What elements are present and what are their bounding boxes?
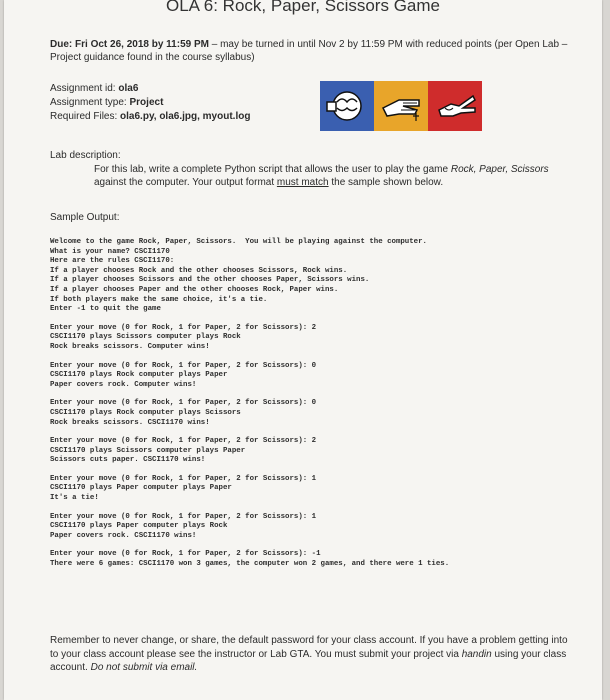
due-details: – may be turned in until Nov 2 by 11:59 PM with reduced points (per Open Lab – Project guidance found in the course syllabus) xyxy=(50,39,568,63)
assignment-type-value: Project xyxy=(129,97,164,108)
assignment-id-value: ola6 xyxy=(118,83,139,94)
due-date-notice xyxy=(50,38,570,64)
console-gap xyxy=(50,353,580,362)
lab-text-part-2: against the computer. Your output format xyxy=(94,177,277,188)
footer-text-part-1: Remember to never change, or share, the default password for your class account. If you have a problem getting into to your class account please see the instructor or Lab GTA. You must submit your project via xyxy=(50,635,568,660)
console-line: Enter -1 to quit the game xyxy=(50,305,161,314)
console-line: CSCI1170 plays Rock computer plays Paper xyxy=(50,371,228,380)
console-line: It's a tie! xyxy=(50,494,99,503)
console-line: If both players make the same choice, it's a tie. xyxy=(50,295,268,304)
rock-paper-scissors-illustration xyxy=(320,81,482,131)
console-line: If a player chooses Paper and the other chooses Rock, Paper wins. xyxy=(50,285,339,294)
lab-description-heading: Lab description: xyxy=(50,150,121,161)
rock-hand-icon xyxy=(325,86,369,126)
footer-note xyxy=(50,634,570,675)
console-line: CSCI1170 plays Scissors computer plays Paper xyxy=(50,446,246,455)
scissors-hand-panel xyxy=(428,81,482,131)
assignment-id-row xyxy=(50,82,300,96)
document-page xyxy=(4,0,602,700)
paper-hand-panel xyxy=(374,81,428,131)
assignment-info xyxy=(50,82,300,124)
console-line: Here are the rules CSCI1170: xyxy=(50,257,175,266)
console-gap xyxy=(50,428,580,437)
console-gap xyxy=(50,504,580,513)
assignment-id-label: Assignment id: xyxy=(50,83,116,94)
console-line: Welcome to the game Rock, Paper, Scissors. You will be playing against the computer. xyxy=(50,238,427,246)
console-line: Scissors cuts paper. CSCI1170 wins! xyxy=(50,456,206,465)
required-files-row xyxy=(50,110,300,124)
sample-output-console xyxy=(50,238,580,570)
console-line: Rock breaks scissors. Computer wins! xyxy=(50,342,210,351)
page-title: OLA 6: Rock, Paper, Scissors Game xyxy=(165,0,440,15)
console-gap xyxy=(50,390,580,399)
due-label: Due: xyxy=(50,39,73,50)
console-gap xyxy=(50,315,580,324)
must-match-emphasis: must match xyxy=(276,177,329,188)
assignment-type-row xyxy=(50,96,300,110)
required-files-value: ola6.py, ola6.jpg, myout.log xyxy=(120,111,251,122)
console-line: If a player chooses Scissors and the other chooses Paper, Scissors wins. xyxy=(50,276,370,285)
console-line: Enter your move (0 for Rock, 1 for Paper, 2 for Scissors): 1 xyxy=(50,512,317,521)
console-line: Enter your move (0 for Rock, 1 for Paper, 2 for Scissors): 1 xyxy=(50,474,317,483)
console-line: Enter your move (0 for Rock, 1 for Paper, 2 for Scissors): 0 xyxy=(50,399,317,408)
console-line: CSCI1170 plays Rock computer plays Scissors xyxy=(50,408,241,417)
scissors-hand-icon xyxy=(433,86,477,126)
lab-text-part-3: the sample shown below. xyxy=(328,177,444,188)
console-line: Paper covers rock. CSCI1170 wins! xyxy=(50,531,197,540)
console-line: Enter your move (0 for Rock, 1 for Paper, 2 for Scissors): 0 xyxy=(50,361,317,370)
email-warning: Do not submit via email. xyxy=(90,662,198,673)
console-line: There were 6 games: CSCI1170 won 3 games, the computer won 2 games, and there were 1 ties. xyxy=(50,560,450,569)
console-line: CSCI1170 plays Paper computer plays Paper xyxy=(50,484,232,493)
console-line: CSCI1170 plays Paper computer plays Rock xyxy=(50,522,228,531)
footer-text-part-2: using your class account. xyxy=(50,648,567,673)
handin-tool: handin xyxy=(461,648,492,660)
console-line: If a player chooses Rock and the other chooses Scissors, Rock wins. xyxy=(50,266,348,275)
console-gap xyxy=(50,541,580,550)
rock-hand-panel xyxy=(320,81,374,131)
console-line: CSCI1170 plays Scissors computer plays Rock xyxy=(50,333,241,342)
game-name: Rock, Paper, Scissors xyxy=(450,164,549,175)
lab-description-text xyxy=(94,163,564,189)
console-line: Rock breaks scissors. CSCI1170 wins! xyxy=(50,418,210,427)
lab-text-part-1: For this lab, write a complete Python script that allows the user to play the game xyxy=(94,164,451,175)
console-line: Enter your move (0 for Rock, 1 for Paper, 2 for Scissors): -1 xyxy=(50,550,321,559)
required-files-label: Required Files: xyxy=(50,111,118,122)
assignment-type-label: Assignment type: xyxy=(50,97,127,108)
sample-output-heading: Sample Output: xyxy=(50,212,120,223)
due-date: Fri Oct 26, 2018 by 11:59 PM xyxy=(75,39,209,50)
console-line: Enter your move (0 for Rock, 1 for Paper, 2 for Scissors): 2 xyxy=(50,323,317,332)
console-line: What is your name? CSCI1170 xyxy=(50,247,170,256)
console-gap xyxy=(50,466,580,475)
paper-hand-icon xyxy=(379,86,423,126)
console-line: Paper covers rock. Computer wins! xyxy=(50,380,197,389)
console-line: Enter your move (0 for Rock, 1 for Paper, 2 for Scissors): 2 xyxy=(50,437,317,446)
